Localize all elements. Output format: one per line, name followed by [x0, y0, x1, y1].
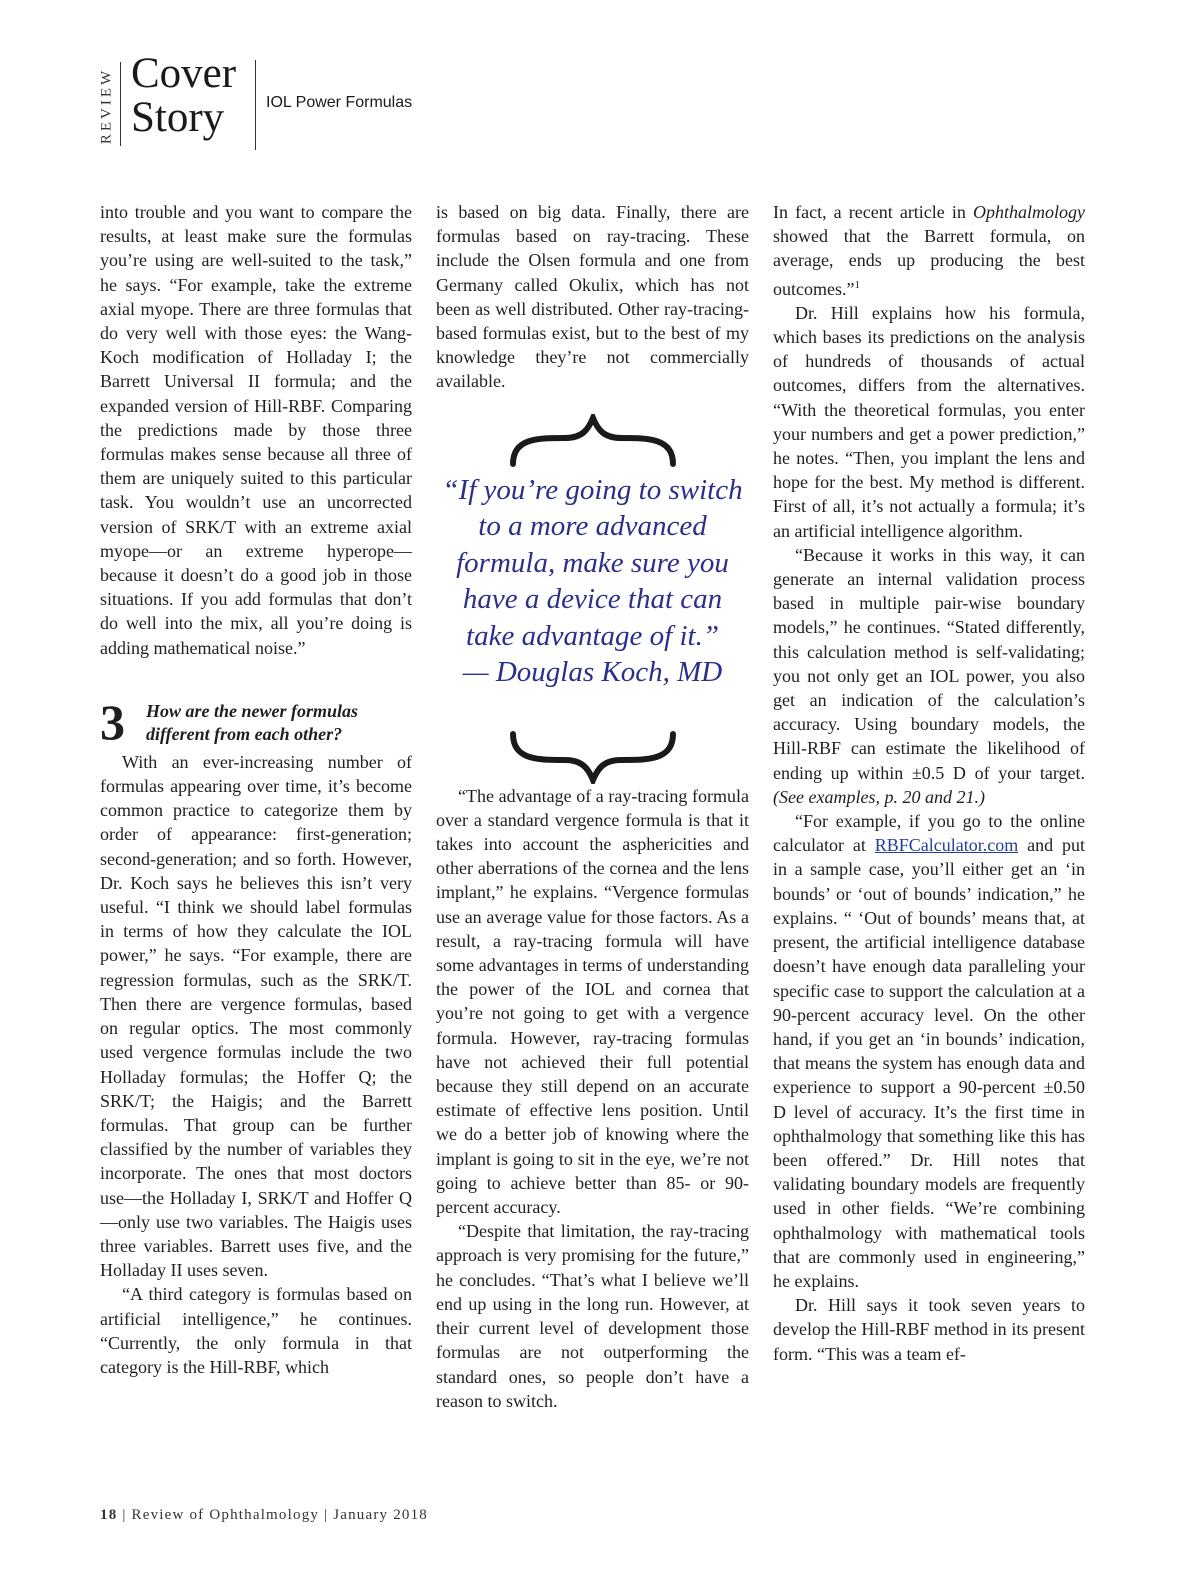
question-text: How are the newer formulas different from each other?: [146, 700, 359, 744]
col3-paragraph-5: Dr. Hill says it took seven years to develop the Hill-RBF method in its present form. “This was a team ef-: [773, 1295, 1085, 1364]
page-number: 18: [100, 1507, 118, 1523]
col1-paragraph-2: With an ever-increasing number of formulas appearing over time, it’s become common practice to categorize them by order of appearance: first-generation; second-generation; and so forth. However, Dr. Koch says he believes this isn’t very useful. “I think we should label formulas in terms of how they calculate the IOL power,” he says. “For example, there are regression formulas, such as the SRK/T. Then there are vergence formulas, based on regular optics. The most commonly used vergence formulas include the two Holladay formulas; the Hoffer Q; the SRK/T; the Haigis; and the Barrett formulas. That group can be further classified by the number of variables they incorporate. The ones that most doctors use—the Holladay I, SRK/T and Hoffer Q—only use two variables. The Haigis uses three variables. Barrett uses five, and the Holladay II uses seven.: [100, 751, 412, 1281]
pull-quote: [436, 414, 749, 784]
question-number: 3: [100, 693, 125, 750]
col3-p1-text-a: In fact, a recent article in: [773, 202, 973, 222]
section-label: IOL Power Formulas: [266, 94, 413, 111]
magazine-name: Review of Ophthalmology: [131, 1507, 320, 1523]
col1-paragraph-1: into trouble and you want to compare the results, at least make sure the formulas you’re using are well-suited to the task,” he says. “For example, take the extreme axial myope. There are three formulas that do very well with those eyes: the Wang-Koch modification of Holladay I; the Barrett Universal II formula; and the expanded version of Hill-RBF. Comparing the predictions made by those three formulas makes sense because all three of them are uniquely suited to this particular task. You wouldn’t use an uncorrected version of SRK/T with an extreme axial myope—or an extreme hyperope—because it doesn’t do a good job in those situations. If you add formulas that don’t do well into the mix, all you’re doing is adding mathematical noise.”: [100, 202, 412, 658]
column-3: [773, 200, 1085, 1366]
col2-paragraph-3: “Despite that limitation, the ray-tracing approach is very promising for the future,” he concludes. “That’s what I believe we’ll end up using in the long run. However, at their current level of development those formulas are not outperforming the standard ones, so people don’t have a reason to switch.: [436, 1221, 749, 1411]
col2-paragraph-1: is based on big data. Finally, there are formulas based on ray-tracing. These include the Olsen formula and one from Germany called Okulix, which has not been as well distributed. Other ray-tracing-based formulas exist, but to the best of my knowledge they’re not commercially available.: [436, 202, 749, 392]
rbf-calculator-link[interactable]: RBFCalculator.com: [874, 835, 1019, 856]
col3-paragraph-3: [773, 543, 1085, 809]
pull-quote-body: “If you’re going to switch to a more advanced formula, make sure you have a device that can take advantage of it.”: [442, 473, 743, 652]
masthead-divider-left: [120, 62, 121, 146]
column-1: [100, 200, 412, 1379]
cover-word: Cover: [131, 50, 237, 97]
review-vertical-label: [98, 58, 116, 154]
question-heading: [100, 693, 412, 750]
story-word: Story: [131, 94, 225, 141]
pull-quote-attribution: — Douglas Koch, MD: [462, 656, 723, 689]
review-text: REVIEW: [98, 67, 115, 145]
col2-paragraph-2: “The advantage of a ray-tracing formula over a standard vergence formula is that it takes into account the asphericities and other aberrations of the cornea and the lens implant,” he explains. “Vergence formulas use an average value for those factors. As a result, a ray-tracing formula will have some advantages in terms of understanding the power of the IOL and cornea that you’re not going to get with a vergence formula. However, ray-tracing formulas have not achieved their full potential because they still depend on an accurate estimate of effective lens position. Until we do a better job of knowing where the implant is going to sit in the eye, we’re not going to achieve better than 85- or 90-percent accuracy.: [436, 785, 749, 1218]
pull-quote-text: [436, 472, 749, 691]
col3-paragraph-4: [773, 809, 1085, 1293]
col3-p4-text-a: “For example, if you go to the online calculator at: [773, 811, 1085, 856]
col3-paragraph-2: Dr. Hill explains how his formula, which bases its predictions on the analysis of hundreds of thousands of actual outcomes, differs from the alternatives. “With the theoretical formulas, you enter your numbers and get a power prediction,” he notes. “Then, you implant the lens and hope for the best. My method is different. First of all, it’s not actually a formula; it’s an artificial intelligence algorithm.: [773, 302, 1085, 541]
reference-marker: 1: [854, 278, 860, 291]
col3-p3-text: “Because it works in this way, it can generate an internal validation process based in multiple pair-wise boundary models,” he continues. “Stated differently, this calculation method is self-validating; you not only get an IOL power, you also get an indication of the calculation’s accuracy. Using boundary models, the Hill-RBF can estimate the likelihood of ending up within ±0.5 D of your target.: [773, 544, 1085, 783]
brace-bottom-icon: [510, 730, 676, 784]
page-footer: [100, 1507, 428, 1524]
brace-top-icon: [510, 414, 676, 468]
issue-date: January 2018: [333, 1507, 429, 1523]
footer-separator-2: |: [324, 1507, 329, 1523]
col3-p4-text-b: and put in a sample case, you’ll either get an ‘in bounds’ or ‘out of bounds’ indication,” he explains. “ ‘Out of bounds’ means that, at present, the artificial intelligence database doesn’t have enough data paralleling your specific case to support the calculation at a 90-percent accuracy level. On the other hand, if you get an ‘in bounds’ indication, that means the system has enough data and experience to support a 90-percent ±0.50 D level of accuracy. It’s the first time in ophthalmology that something like this has been offered.” Dr. Hill notes that validating boundary models are frequently used in other fields. “We’re combining ophthalmology with mathematical tools that are commonly used in engineering,” he explains.: [773, 835, 1085, 1291]
journal-name: Ophthalmology: [973, 202, 1085, 222]
col3-p1-text-b: showed that the Barrett formula, on average, ends up producing the best outcomes.”: [773, 226, 1085, 299]
see-examples-note: (See examples, p. 20 and 21.): [773, 786, 985, 807]
column-2: [436, 200, 749, 1413]
masthead-divider-right: [255, 60, 256, 150]
col3-paragraph-1: [773, 200, 1085, 301]
cover-story-title: [131, 52, 236, 140]
footer-separator-1: |: [122, 1507, 127, 1523]
col1-paragraph-3: “A third category is formulas based on artificial intelligence,” he continues. “Currently, the only formula in that category is the Hill-RBF, which: [100, 1284, 412, 1377]
